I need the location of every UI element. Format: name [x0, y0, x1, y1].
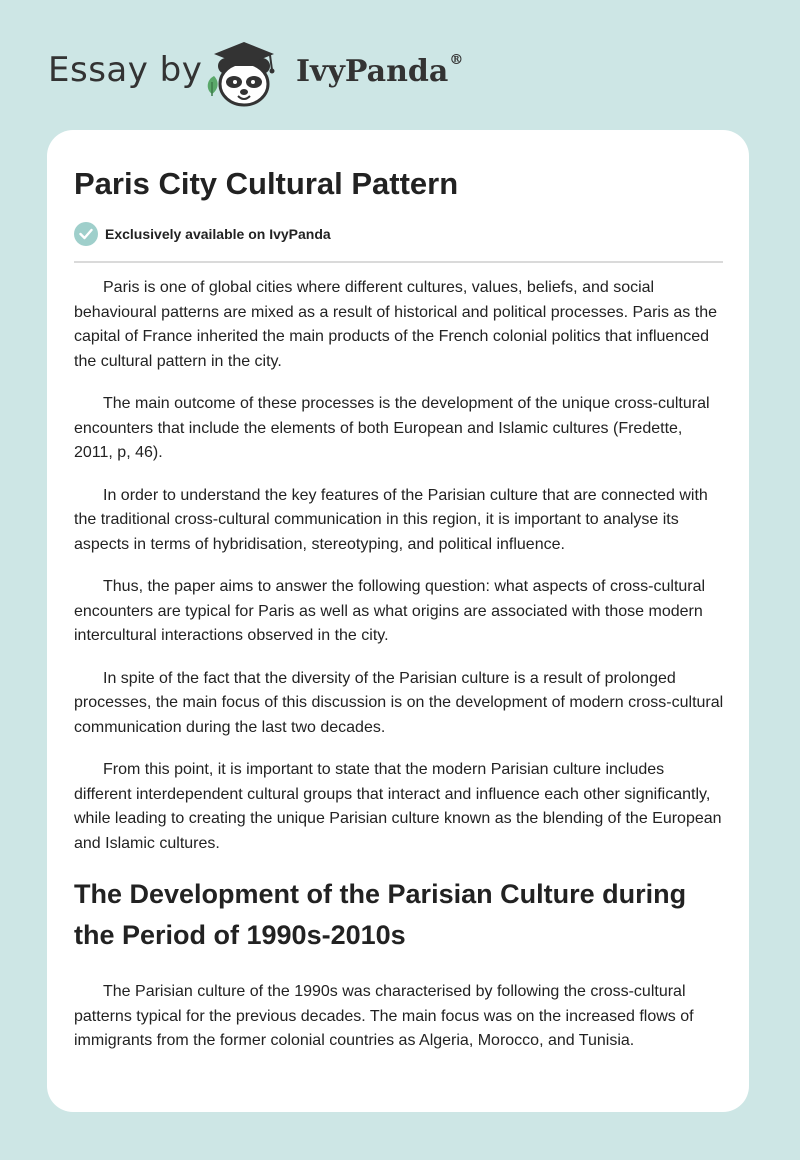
exclusive-badge-text: Exclusively available on IvyPanda [105, 226, 331, 242]
essay-body [74, 276, 724, 1072]
paragraph: Paris is one of global cities where different cultures, values, beliefs, and social behavioural patterns are mixed as a result of historical and political processes. Paris as the capital of France inherited the main products of the French colonial politics that influenced the cultural pattern in the city. [74, 279, 717, 370]
exclusive-badge [74, 222, 331, 246]
check-circle-icon [74, 222, 98, 246]
paragraph: From this point, it is important to state that the modern Parisian culture includes different interdependent cultural groups that interact and influence each other significantly, while leading to creating the unique Parisian culture known as the blending of the European and Islamic cultures. [74, 761, 722, 852]
page-title: Paris City Cultural Pattern [74, 166, 459, 201]
paragraph: In order to understand the key features of the Parisian culture that are connected with the traditional cross-cultural communication in this region, it is important to analyse its aspects in terms of hybridisation, stereotyping, and political influence. [74, 486, 708, 553]
paragraph: The main outcome of these processes is the development of the unique cross-cultural encounters that include the elements of both European and Islamic cultures (Fredette, 2011, p, 46). [74, 395, 710, 461]
brand-name[interactable]: IvyPanda® [296, 52, 464, 89]
essay-by-label: Essay by [48, 50, 203, 90]
paragraph: Thus, the paper aims to answer the following question: what aspects of cross-cultural encounters are typical for Paris as well as what origins are associated with those modern intercultural interactions observed in the city. [74, 578, 706, 644]
paragraph: In spite of the fact that the diversity of the Parisian culture is a result of prolonged processes, the main focus of this discussion is on the development of modern cross-cultural communication during the last two decades. [74, 669, 724, 736]
panda-graduate-icon[interactable] [200, 36, 288, 108]
paragraph: The Parisian culture of the 1990s was characterised by following the cross-cultural patterns typical for the previous decades. The main focus was on the increased flows of immigrants from the former colonial countries as Algeria, Morocco, and Tunisia. [74, 983, 694, 1049]
essay-card [47, 130, 749, 1112]
divider [74, 261, 723, 263]
section-heading: The Development of the Parisian Culture during the Period of 1990s-2010s [74, 879, 687, 950]
site-header [0, 0, 800, 120]
